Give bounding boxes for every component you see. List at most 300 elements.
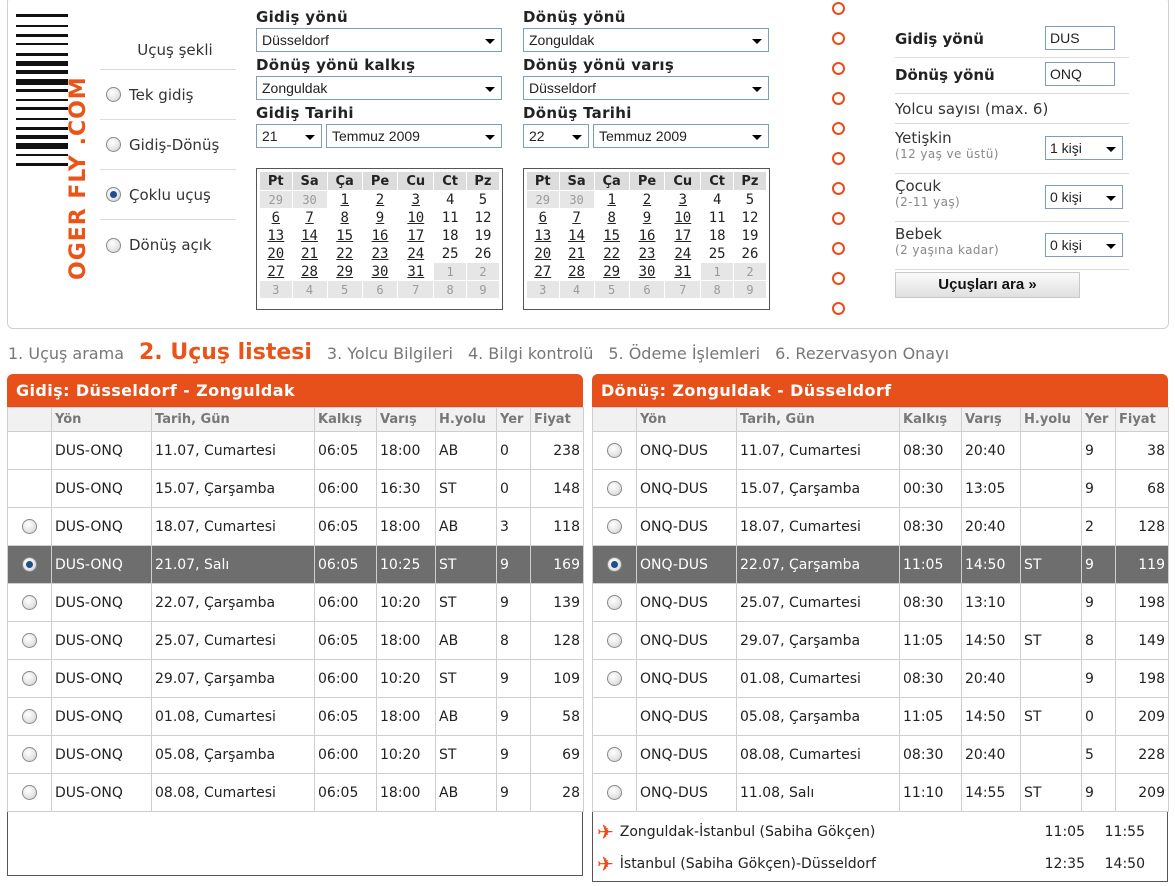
radio-icon[interactable] (22, 595, 37, 610)
weekday-header: Sa (560, 172, 594, 190)
return-date-label: Dönüş Tarihi (523, 104, 632, 122)
weekday-header: Cu (398, 172, 433, 190)
price-cell: 69 (531, 736, 584, 774)
radio-icon[interactable] (22, 671, 37, 686)
flight-select-cell[interactable] (8, 508, 52, 546)
calendar-day[interactable]: 22 (603, 245, 621, 262)
calendar-day[interactable]: 25 (441, 245, 459, 262)
calendar-day[interactable]: 28 (568, 263, 585, 280)
radio-checked-icon[interactable] (22, 557, 37, 572)
calendar-day: 6 (630, 281, 664, 298)
flight-select-cell (8, 470, 52, 508)
dropdown-arrow-icon (572, 135, 582, 140)
calendar-day[interactable]: 19 (741, 227, 759, 244)
seats-cell: 8 (497, 622, 531, 660)
barcode-bar (16, 154, 68, 156)
segment-arrival: 14:50 (1104, 856, 1145, 872)
calendar-day[interactable]: 11 (441, 209, 459, 226)
route-cell: ONQ-DUS (637, 470, 737, 508)
radio-icon[interactable] (607, 595, 622, 610)
departure-time-cell: 08:30 (900, 736, 962, 774)
calendar-day[interactable]: 23 (638, 245, 656, 262)
barcode-bar (16, 127, 68, 130)
barcode-bar (16, 61, 68, 66)
airline-cell: ST (1021, 698, 1082, 736)
airline-cell: ST (1021, 546, 1082, 584)
barcode-bar (16, 25, 68, 27)
flight-select-cell[interactable] (593, 774, 637, 812)
search-summary (895, 22, 1129, 293)
calendar-day[interactable]: 7 (305, 209, 314, 226)
dropdown-arrow-icon (752, 87, 762, 92)
calendar-day[interactable]: 20 (267, 245, 285, 262)
calendar-day[interactable]: 27 (534, 263, 552, 280)
calendar-day[interactable]: 8 (340, 209, 349, 226)
calendar-day[interactable]: 30 (638, 263, 656, 280)
calendar-day: 9 (467, 281, 499, 298)
seats-cell: 9 (1082, 584, 1116, 622)
return-month-select[interactable] (593, 124, 769, 148)
calendar-day[interactable]: 24 (407, 245, 425, 262)
adult-count-select[interactable] (1045, 136, 1123, 160)
calendar-day[interactable]: 10 (674, 209, 692, 226)
radio-icon[interactable] (22, 785, 37, 800)
flight-select-cell[interactable] (593, 584, 637, 622)
weekday-header: Pe (630, 172, 664, 190)
inbound-to-select[interactable] (523, 28, 769, 52)
calendar-day[interactable]: 10 (407, 209, 425, 226)
departure-time-cell: 08:30 (900, 660, 962, 698)
flight-select-cell[interactable] (8, 584, 52, 622)
calendar-day[interactable]: 3 (411, 191, 420, 208)
return-results-title: Dönüş: Zonguldak - Düsseldorf (592, 374, 1168, 407)
return-results-table (592, 407, 1169, 812)
price-cell: 198 (1116, 584, 1169, 622)
outbound-from-select[interactable] (256, 28, 502, 52)
seats-cell: 0 (497, 470, 531, 508)
radio-icon[interactable] (22, 633, 37, 648)
calendar-day[interactable]: 12 (741, 209, 759, 226)
calendar-day[interactable]: 31 (407, 263, 425, 280)
calendar-day: 4 (560, 281, 594, 298)
calendar-day[interactable]: 2 (375, 191, 385, 208)
weekday-header: Pt (527, 172, 559, 190)
calendar-day[interactable]: 21 (301, 245, 318, 262)
arrival-time-cell: 13:05 (962, 470, 1021, 508)
calendar-day[interactable]: 9 (375, 209, 385, 226)
calendar-day[interactable]: 5 (745, 191, 755, 208)
barcode-bar (16, 53, 68, 56)
weekday-header: Sa (293, 172, 327, 190)
date-cell: 25.07, Cumartesi (737, 584, 900, 622)
barcode-bar (16, 79, 68, 85)
flight-row[interactable] (8, 508, 584, 546)
departure-time-cell: 11:05 (900, 546, 962, 584)
barcode-bar (16, 43, 68, 45)
departure-time-cell: 06:05 (315, 622, 377, 660)
radio-icon[interactable] (607, 633, 622, 648)
seats-cell: 9 (1082, 546, 1116, 584)
seats-cell: 9 (497, 546, 531, 584)
calendar-day[interactable]: 1 (607, 191, 616, 208)
flight-select-cell[interactable] (8, 622, 52, 660)
weekday-header: Cu (665, 172, 700, 190)
calendar-day[interactable]: 20 (534, 245, 552, 262)
calendar-day[interactable]: 8 (607, 209, 616, 226)
arrival-time-cell: 10:20 (377, 584, 436, 622)
weekday-header: Pz (467, 172, 499, 190)
departure-time-cell: 00:30 (900, 470, 962, 508)
outbound-column (256, 6, 502, 150)
calendar-day[interactable]: 14 (301, 227, 318, 244)
calendar-day[interactable]: 25 (708, 245, 726, 262)
flight-select-cell[interactable] (593, 736, 637, 774)
radio-icon[interactable] (607, 671, 622, 686)
barcode-bar (16, 118, 68, 120)
airline-cell: ST (436, 470, 497, 508)
circle-icon (832, 62, 845, 75)
calendar-day[interactable]: 30 (371, 263, 389, 280)
calendar-day[interactable]: 13 (267, 227, 285, 244)
calendar-day[interactable]: 9 (642, 209, 652, 226)
select-value: Düsseldorf (262, 32, 329, 48)
flight-row[interactable] (8, 546, 584, 584)
flight-row[interactable] (593, 470, 1169, 508)
flight-row[interactable] (8, 698, 584, 736)
route-cell: DUS-ONQ (52, 622, 152, 660)
child-count-select[interactable] (1045, 185, 1123, 209)
step-6: 6. Rezervasyon Onayı (775, 344, 950, 363)
flight-row[interactable] (8, 622, 584, 660)
infant-count-select[interactable] (1045, 233, 1123, 257)
flight-row[interactable] (593, 774, 1169, 812)
calendar-day[interactable]: 29 (336, 263, 354, 280)
circle-icon (832, 182, 845, 195)
calendar-day[interactable]: 12 (474, 209, 492, 226)
airplane-icon: ✈ (597, 852, 614, 876)
radio-icon[interactable] (22, 709, 37, 724)
flight-select-cell[interactable] (593, 432, 637, 470)
flight-row[interactable] (8, 432, 584, 470)
route-cell: DUS-ONQ (52, 546, 152, 584)
calendar-day[interactable]: 3 (678, 191, 687, 208)
trip-option-label: Gidiş-Dönüş (129, 135, 220, 154)
calendar-day[interactable]: 6 (271, 209, 280, 226)
select-value: 21 (262, 128, 278, 144)
to-code-input[interactable]: ONQ (1045, 62, 1115, 86)
radio-icon[interactable] (106, 137, 121, 152)
departure-time-cell: 08:30 (900, 508, 962, 546)
barcode-bar (16, 89, 68, 92)
price-cell: 139 (531, 584, 584, 622)
arrival-time-cell: 18:00 (377, 698, 436, 736)
trip-option-open-return[interactable] (100, 220, 236, 270)
flight-row[interactable] (8, 584, 584, 622)
calendar-day[interactable]: 23 (371, 245, 389, 262)
flight-select-cell[interactable] (593, 660, 637, 698)
date-cell: 11.08, Salı (737, 774, 900, 812)
price-cell: 169 (531, 546, 584, 584)
dropdown-arrow-icon (485, 135, 495, 140)
outbound-from-label: Gidiş yönü (256, 8, 348, 26)
calendar-day[interactable]: 18 (441, 227, 459, 244)
price-cell: 58 (531, 698, 584, 736)
column-header: Tarih, Gün (152, 408, 315, 432)
radio-checked-icon[interactable] (106, 187, 121, 202)
calendar-day[interactable]: 29 (603, 263, 621, 280)
flight-row[interactable] (593, 546, 1169, 584)
seats-cell: 9 (497, 736, 531, 774)
seats-cell: 9 (1082, 774, 1116, 812)
outbound-footer (7, 812, 583, 876)
dropdown-arrow-icon (1106, 244, 1116, 249)
barcode-bar (16, 34, 68, 37)
radio-icon[interactable] (607, 443, 622, 458)
flight-row[interactable] (593, 660, 1169, 698)
circle-icon (832, 32, 845, 45)
adult-label: Yetişkin (895, 129, 952, 147)
arrival-time-cell: 20:40 (962, 508, 1021, 546)
route-cell: ONQ-DUS (637, 774, 737, 812)
barcode-bar (16, 143, 68, 149)
weekday-header: Ct (701, 172, 733, 190)
departure-month-select[interactable] (326, 124, 502, 148)
flight-row[interactable] (593, 432, 1169, 470)
radio-icon[interactable] (607, 519, 622, 534)
price-cell: 118 (531, 508, 584, 546)
flight-row[interactable] (593, 508, 1169, 546)
route-cell: ONQ-DUS (637, 584, 737, 622)
radio-icon[interactable] (607, 747, 622, 762)
departure-time-cell: 06:00 (315, 736, 377, 774)
date-cell: 29.07, Çarşamba (737, 622, 900, 660)
arrival-time-cell: 10:25 (377, 546, 436, 584)
trip-option-label: Tek gidiş (129, 85, 194, 104)
airline-cell: ST (436, 736, 497, 774)
child-row (895, 174, 1129, 222)
date-cell: 22.07, Çarşamba (152, 584, 315, 622)
route-cell: ONQ-DUS (637, 736, 737, 774)
radio-icon[interactable] (607, 785, 622, 800)
calendar-day[interactable]: 17 (407, 227, 425, 244)
dropdown-arrow-icon (1106, 147, 1116, 152)
calendar-day[interactable]: 18 (708, 227, 726, 244)
calendar-day: 1 (434, 263, 466, 280)
dropdown-arrow-icon (752, 135, 762, 140)
route-cell: DUS-ONQ (52, 736, 152, 774)
barcode-bar (16, 14, 68, 17)
flight-select-cell[interactable] (593, 546, 637, 584)
date-cell: 22.07, Çarşamba (737, 546, 900, 584)
select-value: Zonguldak (262, 80, 328, 96)
calendar-day[interactable]: 31 (674, 263, 692, 280)
radio-icon[interactable] (607, 481, 622, 496)
calendar-day: 3 (260, 281, 292, 298)
price-cell: 228 (1116, 736, 1169, 774)
summary-to-label: Dönüş yönü (895, 66, 995, 84)
outbound-results-panel (7, 374, 583, 876)
flight-row[interactable] (8, 736, 584, 774)
flight-row[interactable] (8, 774, 584, 812)
radio-icon[interactable] (22, 747, 37, 762)
flight-row[interactable] (593, 698, 1169, 736)
radio-icon[interactable] (106, 238, 121, 253)
airline-cell: ST (1021, 774, 1082, 812)
passenger-count-row (895, 94, 1129, 124)
return-day-select[interactable] (523, 124, 589, 148)
departure-time-cell: 06:05 (315, 432, 377, 470)
calendar-day[interactable]: 11 (708, 209, 726, 226)
column-header: Yön (52, 408, 152, 432)
calendar-day: 3 (527, 281, 559, 298)
calendar-day[interactable]: 19 (474, 227, 492, 244)
flight-select-cell[interactable] (8, 698, 52, 736)
column-header: Yer (1082, 408, 1116, 432)
calendar-day: 1 (701, 263, 733, 280)
barcode-bar (16, 163, 68, 166)
airline-cell: AB (436, 508, 497, 546)
flight-select-cell (8, 432, 52, 470)
from-code-input[interactable]: DUS (1045, 26, 1115, 50)
dropdown-arrow-icon (752, 39, 762, 44)
flight-row[interactable] (593, 584, 1169, 622)
airline-cell: ST (1021, 622, 1082, 660)
calendar-day[interactable]: 26 (474, 245, 492, 262)
flight-select-cell[interactable] (593, 508, 637, 546)
price-cell: 38 (1116, 432, 1169, 470)
airline-cell: AB (436, 774, 497, 812)
flight-select-cell[interactable] (8, 546, 52, 584)
flight-select-cell[interactable] (8, 774, 52, 812)
trip-option-label: Çoklu uçuş (129, 185, 211, 204)
calendar-day[interactable]: 17 (674, 227, 692, 244)
calendar-day[interactable]: 4 (445, 191, 455, 208)
radio-icon[interactable] (106, 87, 121, 102)
calendar-day[interactable]: 15 (603, 227, 621, 244)
route-cell: DUS-ONQ (52, 584, 152, 622)
airline-cell (1021, 736, 1082, 774)
airline-cell: AB (436, 622, 497, 660)
flight-row[interactable] (593, 622, 1169, 660)
calendar-day[interactable]: 21 (568, 245, 585, 262)
arrival-time-cell: 18:00 (377, 432, 436, 470)
radio-icon[interactable] (22, 519, 37, 534)
calendar-day[interactable]: 1 (340, 191, 349, 208)
date-cell: 15.07, Çarşamba (152, 470, 315, 508)
calendar-day[interactable]: 24 (674, 245, 692, 262)
calendar-day[interactable]: 15 (336, 227, 354, 244)
calendar-day[interactable]: 4 (712, 191, 722, 208)
calendar-day[interactable]: 27 (267, 263, 285, 280)
price-cell: 128 (1116, 508, 1169, 546)
seats-cell: 9 (497, 774, 531, 812)
flight-row[interactable] (8, 660, 584, 698)
calendar-day[interactable]: 16 (371, 227, 389, 244)
departure-time-cell: 06:00 (315, 660, 377, 698)
seats-cell: 9 (1082, 660, 1116, 698)
calendar-day[interactable]: 7 (572, 209, 581, 226)
route-cell: DUS-ONQ (52, 432, 152, 470)
price-cell: 209 (1116, 698, 1169, 736)
calendar-day: 7 (665, 281, 700, 298)
departure-time-cell: 06:00 (315, 470, 377, 508)
barcode-bar (16, 107, 68, 110)
trip-type-title: Uçuş şekli (100, 30, 236, 70)
calendar-day[interactable]: 5 (478, 191, 488, 208)
flight-row[interactable] (593, 736, 1169, 774)
price-cell: 238 (531, 432, 584, 470)
departure-day-select[interactable] (256, 124, 322, 148)
airline-cell: AB (436, 432, 497, 470)
route-cell: ONQ-DUS (637, 660, 737, 698)
seats-cell: 2 (1082, 508, 1116, 546)
calendar-day[interactable]: 2 (642, 191, 652, 208)
column-header: Tarih, Gün (737, 408, 900, 432)
departure-time-cell: 11:05 (900, 622, 962, 660)
flight-select-cell[interactable] (593, 622, 637, 660)
trip-option-multi-city[interactable] (100, 170, 236, 220)
price-cell: 148 (531, 470, 584, 508)
segment-route: Zonguldak-İstanbul (Sabiha Gökçen) (619, 824, 876, 840)
return-arrival-select[interactable] (523, 76, 769, 100)
date-cell: 29.07, Çarşamba (152, 660, 315, 698)
column-header: Varış (962, 408, 1021, 432)
flight-select-cell[interactable] (593, 470, 637, 508)
departure-time-cell: 11:10 (900, 774, 962, 812)
dropdown-arrow-icon (485, 87, 495, 92)
calendar-day[interactable]: 28 (301, 263, 318, 280)
seats-cell: 0 (1082, 698, 1116, 736)
radio-checked-icon[interactable] (607, 557, 622, 572)
radio-column-header (593, 408, 637, 432)
connection-segments (592, 812, 1168, 882)
flight-row[interactable] (8, 470, 584, 508)
child-sublabel: (2-11 yaş) (895, 195, 961, 209)
calendar-day[interactable]: 16 (638, 227, 656, 244)
trip-option-one-way[interactable] (100, 70, 236, 120)
infant-label: Bebek (895, 225, 942, 243)
circle-icon (832, 212, 845, 225)
seats-cell: 9 (497, 660, 531, 698)
departure-date-label: Gidiş Tarihi (256, 104, 354, 122)
departure-calendar (256, 168, 503, 310)
seats-cell: 0 (497, 432, 531, 470)
flight-select-cell[interactable] (8, 736, 52, 774)
return-departure-select[interactable] (256, 76, 502, 100)
trip-option-round-trip[interactable] (100, 120, 236, 170)
calendar-day[interactable]: 22 (336, 245, 354, 262)
departure-time-cell: 06:00 (315, 584, 377, 622)
seats-cell: 3 (497, 508, 531, 546)
calendar-day: 7 (398, 281, 433, 298)
route-cell: DUS-ONQ (52, 508, 152, 546)
calendar-day[interactable]: 26 (741, 245, 759, 262)
price-cell: 128 (531, 622, 584, 660)
calendar-day: 8 (434, 281, 466, 298)
flight-select-cell[interactable] (8, 660, 52, 698)
search-flights-button[interactable]: Uçuşları ara » (895, 272, 1080, 298)
segment-departure: 12:35 (1044, 856, 1085, 872)
radio-column-header (8, 408, 52, 432)
calendar-day[interactable]: 14 (568, 227, 585, 244)
barcode-graphic (16, 14, 68, 276)
step-3: 3. Yolcu Bilgileri (326, 344, 453, 363)
outbound-results-title: Gidiş: Düsseldorf - Zonguldak (7, 374, 583, 407)
calendar-day[interactable]: 6 (538, 209, 547, 226)
arrival-time-cell: 18:00 (377, 622, 436, 660)
route-cell: ONQ-DUS (637, 698, 737, 736)
calendar-day[interactable]: 13 (534, 227, 552, 244)
